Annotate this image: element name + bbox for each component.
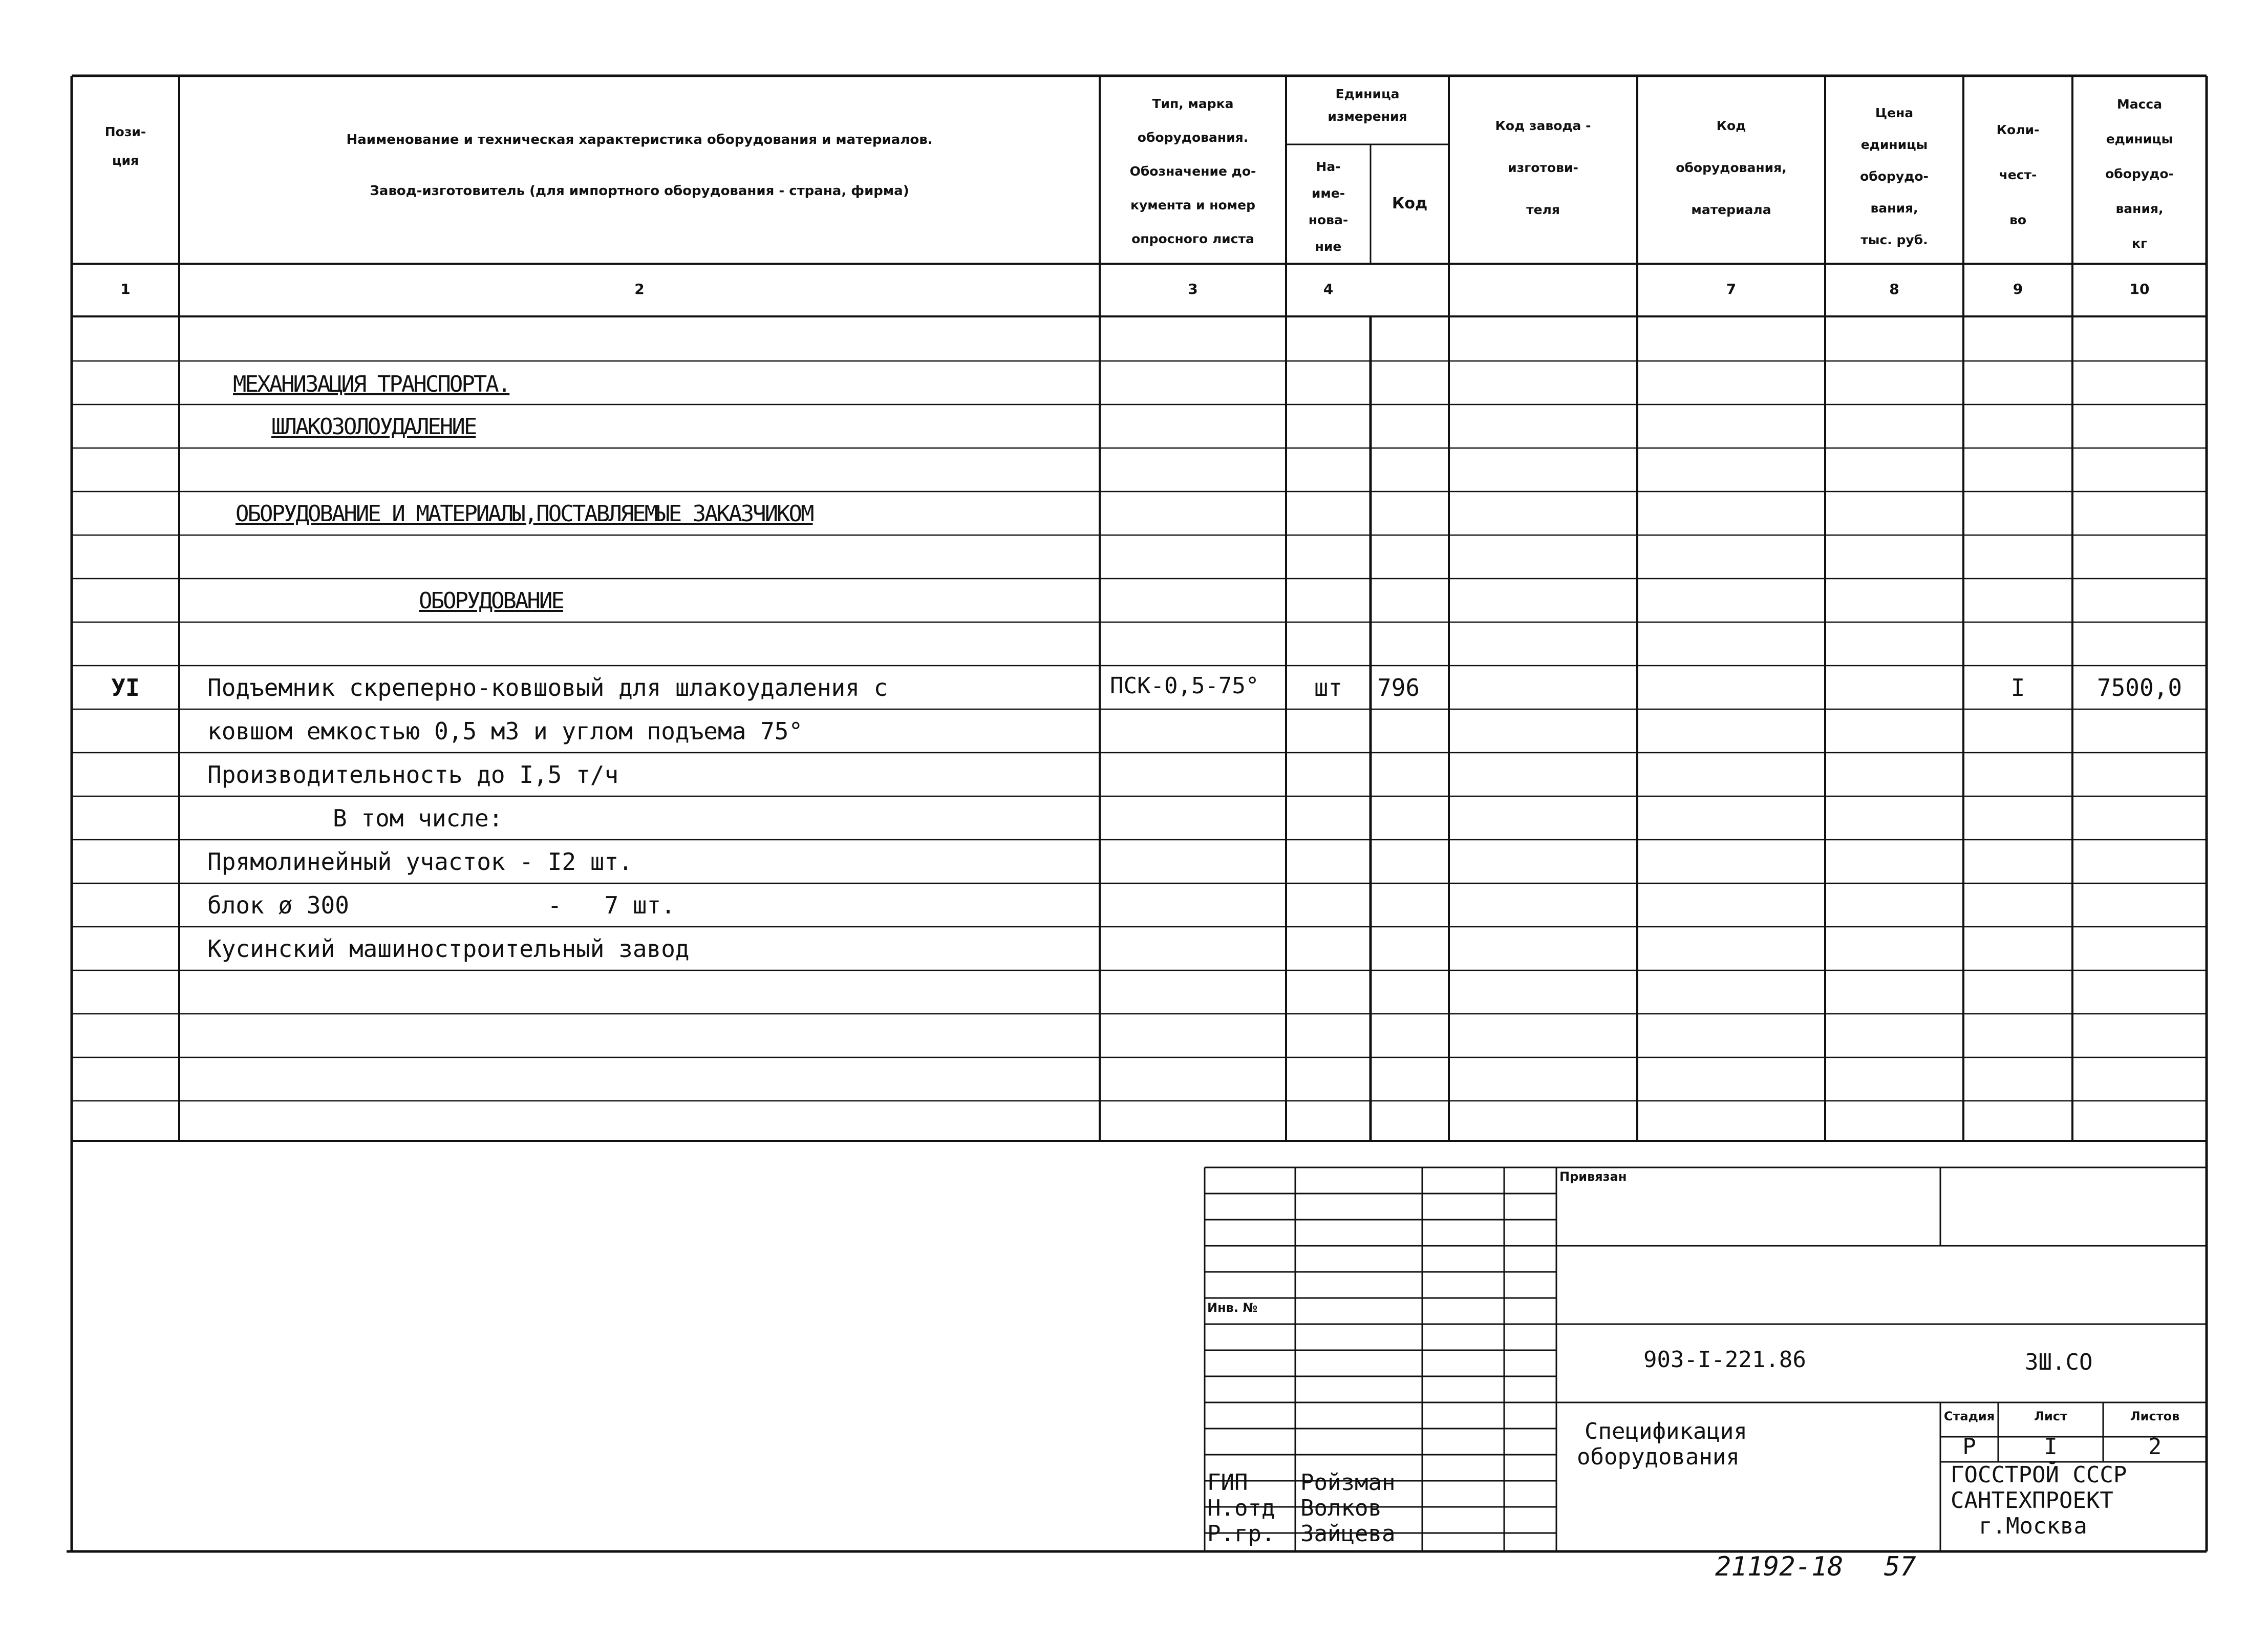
tb-sheets-value: 2 [2148, 1434, 2162, 1460]
item-name-line4: В том числе: [333, 804, 503, 832]
item-manufacturer: Кусинский машиностроительный завод [207, 935, 690, 963]
tb-sheets-label: Листов [2130, 1409, 2180, 1423]
item-unit-name: шт [1314, 674, 1343, 701]
column-number-1: 1 [120, 281, 131, 297]
column-number-2: 2 [634, 281, 645, 297]
section-title-customer-supplied: ОБОРУДОВАНИЕ И МАТЕРИАЛЫ,ПОСТАВЛЯЕМЫЕ ЗАКАЗЧИКОМ [236, 501, 813, 527]
column-number-8: 8 [1889, 281, 1899, 297]
header-type: Тип, марка оборудования. Обозначение до- кумента и номер опросного листа [1129, 96, 1256, 246]
item-mass: 7500,0 [2096, 674, 2183, 701]
column-number-10: 10 [2129, 281, 2150, 297]
item-quantity: I [2010, 674, 2025, 701]
tb-sheet-label: Лист [2034, 1409, 2067, 1423]
header-equipment-code: Код оборудования, материала [1676, 118, 1787, 217]
section-title-equipment: ОБОРУДОВАНИЕ [419, 588, 563, 614]
section-title-mechanization: МЕХАНИЗАЦИЯ ТРАНСПОРТА. [233, 371, 510, 397]
tb-org-line1: ГОССТРОЙ СССР [1951, 1462, 2127, 1488]
header-unit-name: На- име- нова- ние [1308, 159, 1349, 254]
item-name-line3: Производительность до I,5 т/ч [207, 761, 619, 789]
item-unit-code: 796 [1377, 674, 1420, 701]
tb-document-name-line2: оборудования [1577, 1444, 1740, 1470]
tb-inventory-label: Инв. № [1207, 1301, 1258, 1315]
header-name-line2: Завод-изготовитель (для импортного оборудования - страна, фирма) [370, 183, 909, 199]
tb-stage-label: Стадия [1943, 1409, 1995, 1423]
tb-role-gip: ГИП [1207, 1470, 1248, 1496]
page-number: 57 [1884, 1551, 1916, 1582]
header-position: Пози- ция [104, 124, 146, 168]
tb-sheet-value: I [2044, 1434, 2058, 1460]
item-position: УI [111, 674, 140, 701]
tb-name-gip: Ройзман [1300, 1470, 1396, 1496]
archive-number: 21192-18 [1715, 1551, 1844, 1582]
tb-document-code: ЗШ.СО [2025, 1349, 2093, 1375]
header-factory-code: Код завода - изготови- теля [1495, 118, 1591, 217]
tb-org-line2: САНТЕХПРОЕКТ [1951, 1487, 2113, 1514]
column-number-9: 9 [2013, 281, 2023, 297]
item-name-line2: ковшом емкостью 0,5 м3 и углом подъема 75° [207, 717, 803, 745]
item-type: ПСК-0,5-75° [1110, 673, 1259, 699]
item-name-line5: Прямолинейный участок - I2 шт. [207, 848, 633, 876]
tb-document-number: 903-I-221.86 [1643, 1347, 1806, 1373]
header-name-line1: Наименование и техническая характеристика оборудования и материалов. [346, 132, 933, 147]
tb-role-head-dept: Н.отд [1207, 1495, 1275, 1521]
header-mass: Масса единицы оборудо- вания, кг [2105, 97, 2174, 251]
tb-role-group-lead: Р.гр. [1207, 1521, 1275, 1547]
column-number-7: 7 [1726, 281, 1737, 297]
tb-org-line3: г.Москва [1979, 1513, 2087, 1539]
header-unit-group: Единица измерения [1328, 87, 1407, 124]
column-number-3: 3 [1188, 281, 1198, 297]
tb-document-name-line1: Спецификация [1585, 1418, 1747, 1444]
header-price: Цена единицы оборудо- вания, тыс. руб. [1860, 105, 1929, 247]
header-unit-code: Код [1392, 195, 1428, 212]
tb-name-head-dept: Волков [1300, 1495, 1382, 1521]
item-name-line1: Подъемник скреперно-ковшовый для шлакоудаления с [207, 674, 888, 701]
column-number-4: 4 [1323, 281, 1334, 297]
item-name-line6: блок ø 300 - 7 шт. [207, 891, 675, 919]
header-quantity: Коли- чест- во [1996, 122, 2040, 227]
tb-stage-value: Р [1962, 1434, 1976, 1460]
tb-name-group-lead: Зайцева [1300, 1521, 1396, 1547]
tb-privyazan-label: Привязан [1559, 1169, 1627, 1184]
section-title-slag-removal: ШЛАКОЗОЛОУДАЛЕНИЕ [271, 414, 476, 440]
